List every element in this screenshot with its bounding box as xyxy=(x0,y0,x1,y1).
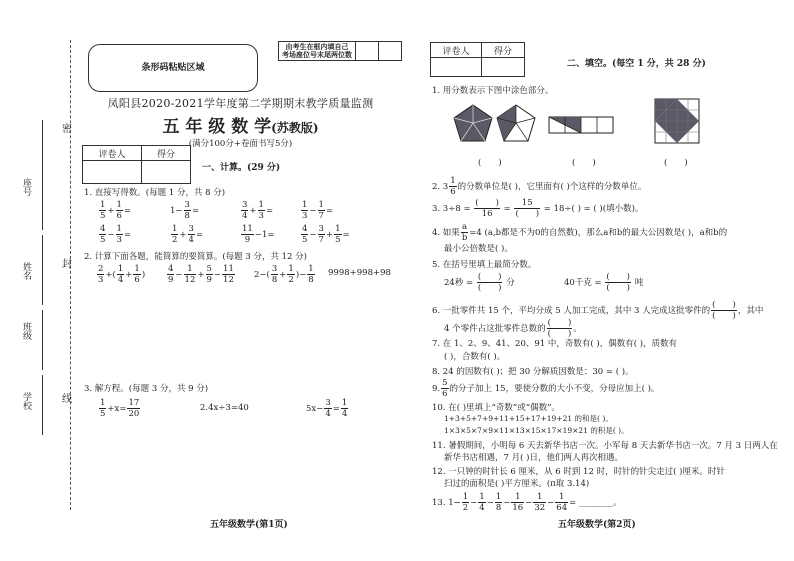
s2-q1-answers: ( ) xyxy=(478,158,502,168)
s2-q1-answer-3: ( ) xyxy=(664,158,688,168)
square-figure xyxy=(654,98,700,144)
score-label-2: 得分 xyxy=(482,43,525,58)
section2-title: 二、填空。(每空 1 分，共 28 分) xyxy=(567,59,706,69)
score-label-1: 得分 xyxy=(142,146,191,161)
s2-q5-b: 40千克 = $\frac{( )}{( )}$ 吨 xyxy=(564,272,644,293)
pentagon-figure-2 xyxy=(495,103,537,143)
fill-instruction-2: 考场座位号末尾两位数 xyxy=(282,50,352,59)
s1-q1-label: 1. 直接写得数。(每题 1 分，共 8 分) xyxy=(84,188,226,198)
school-label: 学校 xyxy=(21,392,31,410)
s1-q2-extra: 9998+998+98 xyxy=(328,268,391,278)
class-line xyxy=(42,310,43,370)
seal-char-2: 封 xyxy=(62,259,72,270)
exam-title: 凤阳县2020-2021学年度第二学期期末教学质量监测 xyxy=(107,97,374,110)
grader-cell-1[interactable] xyxy=(83,161,142,184)
s2-q5: 5. 在括号里填上最简分数。 xyxy=(432,260,537,270)
s2-q12-line2: 扫过的面积是( )平方厘米。(π取 3.14) xyxy=(444,479,590,489)
score-note: (满分100分+卷面书写5分) xyxy=(188,139,293,149)
s2-q11-line2: 新华书店相遇，7 月( )日，他们两人再次相遇。 xyxy=(444,453,623,463)
s2-q4-line2: 最小公倍数是( )。 xyxy=(444,244,513,254)
s2-q5-a-label: 24秒 = xyxy=(444,278,474,288)
rectangle-figure xyxy=(548,116,614,134)
barcode-area xyxy=(88,44,258,92)
s2-q10-a: 1+3+5+7+9+11+15+17+19+21 的和是( )。 xyxy=(444,414,613,423)
s2-q2-label: 2. 3 xyxy=(432,182,449,192)
s1-q2-label: 2. 计算下面各题，能简算的要简算。(每题 3 分，共 12 分) xyxy=(84,252,307,262)
footer-right: 五年级数学(第2页) xyxy=(558,520,636,530)
seat-number-line xyxy=(42,120,43,230)
score-cell-2[interactable] xyxy=(482,58,525,77)
edition-label: (苏教版) xyxy=(271,121,319,135)
s2-q13: 13. 1− $\frac{1}{2}$ − $\frac{1}{4}$ − $\frac{1}{8}$ − $\frac{1}{16}$ − $\frac{1}{32}$ − $\frac{1}{64}$ = ________。 xyxy=(432,492,622,513)
s2-q9-label: 9. xyxy=(432,384,441,394)
s2-q6-line2-text: 4 个零件占这批零件总数的 xyxy=(444,324,546,334)
seat-number-label: 座号 xyxy=(21,178,31,196)
s2-q4: 4. 如果 $\frac{a}{b}$ =4 (a,b都是不为0的自然数)，那么a和b的最大公因数是( )，a和b的 xyxy=(432,222,728,243)
s2-q1: 1. 用分数表示下图中涂色部分。 xyxy=(432,86,554,96)
s2-q3-n2: 15 xyxy=(514,198,540,209)
section1-title: 一、计算。(29 分) xyxy=(202,163,281,173)
score-table-1 xyxy=(82,145,191,184)
s2-q5-b-unit: 吨 xyxy=(634,278,644,288)
s2-q9-rest: 的分子加上 15，要使分数的大小不变，分母应加上( )。 xyxy=(449,384,660,394)
school-line xyxy=(42,375,43,435)
class-label: 班级 xyxy=(21,322,31,340)
s2-q7: 7. 在 1、2、9、41、20、91 中，奇数有( )，偶数有( )，质数有 xyxy=(432,339,678,349)
pentagon-figure-1 xyxy=(452,103,494,143)
seal-char-1: 密 xyxy=(62,124,72,135)
footer-left: 五年级数学(第1页) xyxy=(210,520,288,530)
seat-digit-2[interactable] xyxy=(379,42,402,61)
s2-q10-b: 1×3×5×7×9×11×13×15×17×19×21 的积是( )。 xyxy=(444,426,629,435)
score-cell-1[interactable] xyxy=(142,161,191,184)
s2-q3-b: = 18÷( ) = ( )(填小数)。 xyxy=(543,204,644,214)
s2-q7-line2: ( )，合数有( )。 xyxy=(444,352,506,362)
subject-name: 五 年 级 数 学 xyxy=(162,117,272,137)
s1-q3-eq2: 2.4x÷3=40 xyxy=(200,403,249,413)
seal-line xyxy=(70,40,71,510)
s2-q3-a: 3. 3÷8 = xyxy=(432,204,471,214)
s2-q2: 2. 3 $\frac{1}{6}$ 的分数单位是( )，它里面有( )个这样的分数单位。 xyxy=(432,176,647,197)
s2-q4-label: 4. 如果 xyxy=(432,228,460,238)
seal-char-3: 线 xyxy=(62,394,72,405)
s2-q6-end: ，其中 xyxy=(737,306,764,316)
grader-cell-2[interactable] xyxy=(431,58,482,77)
s2-q13-label: 13. 1− xyxy=(432,498,461,508)
s2-q1-answer-2: ( ) xyxy=(572,158,596,168)
s2-q2-rest: 的分数单位是( )，它里面有( )个这样的分数单位。 xyxy=(457,182,647,192)
s2-q5-b-label: 40千克 = xyxy=(564,278,602,288)
s2-q12: 12. 一只钟的时针长 6 厘米，从 6 时到 12 时，时针的针尖走过( )厘米。时针 xyxy=(432,467,725,477)
s2-q4-rest: =4 (a,b都是不为0的自然数)，那么a和b的最大公因数是( )，a和b的 xyxy=(469,228,728,238)
s2-q6-text: 6. 一批零件共 15 个，平均分成 5 人加工完成，其中 3 人完成这批零件的 xyxy=(432,306,711,316)
subject-title xyxy=(88,112,393,137)
seat-number-box xyxy=(278,41,402,61)
grader-label-2: 评卷人 xyxy=(431,43,482,58)
grader-label-1: 评卷人 xyxy=(83,146,142,161)
s2-q10: 10. 在( )里填上“奇数”或“偶数”。 xyxy=(432,403,560,413)
name-line xyxy=(42,235,43,305)
s2-q11: 11. 暑假期间，小明每 6 天去新华书店一次。小军每 8 天去新华书店一次。7 月 3 日两人在 xyxy=(432,441,778,451)
s2-q5-a: 24秒 = $\frac{( )}{( )}$ 分 xyxy=(444,272,515,293)
score-table-2 xyxy=(430,42,525,77)
s2-q6-line2: 4 个零件占这批零件总数的 $\frac{( )}{( )}$ 。 xyxy=(444,318,582,339)
s2-q13-end: = ________。 xyxy=(569,498,622,508)
name-label: 姓名 xyxy=(21,262,31,280)
s2-q8: 8. 24 的因数有( )；把 30 分解质因数是：30 = ( )。 xyxy=(432,367,634,377)
seat-digit-1[interactable] xyxy=(356,42,379,61)
barcode-label: 条形码粘贴区域 xyxy=(141,63,205,73)
s2-q3-d1: 16 xyxy=(481,209,493,219)
s2-q5-a-unit: 分 xyxy=(506,278,515,288)
s2-q3: 3. 3÷8 = $\frac{( )}{16}$ = $\frac{15}{( )}$ = 18÷( ) = ( )(填小数)。 xyxy=(432,198,644,219)
s2-q9: 9. $\frac{5}{6}$ 的分子加上 15，要使分数的大小不变，分母应加上( )。 xyxy=(432,378,660,399)
s2-q6: 6. 一批零件共 15 个，平均分成 5 人加工完成，其中 3 人完成这批零件的 $\frac{( )}{( )}$ ，其中 xyxy=(432,300,764,321)
s1-q3-label: 3. 解方程。(每题 3 分，共 9 分) xyxy=(84,384,209,394)
fill-instruction-1: 由考生在框内填自己 xyxy=(285,42,349,51)
